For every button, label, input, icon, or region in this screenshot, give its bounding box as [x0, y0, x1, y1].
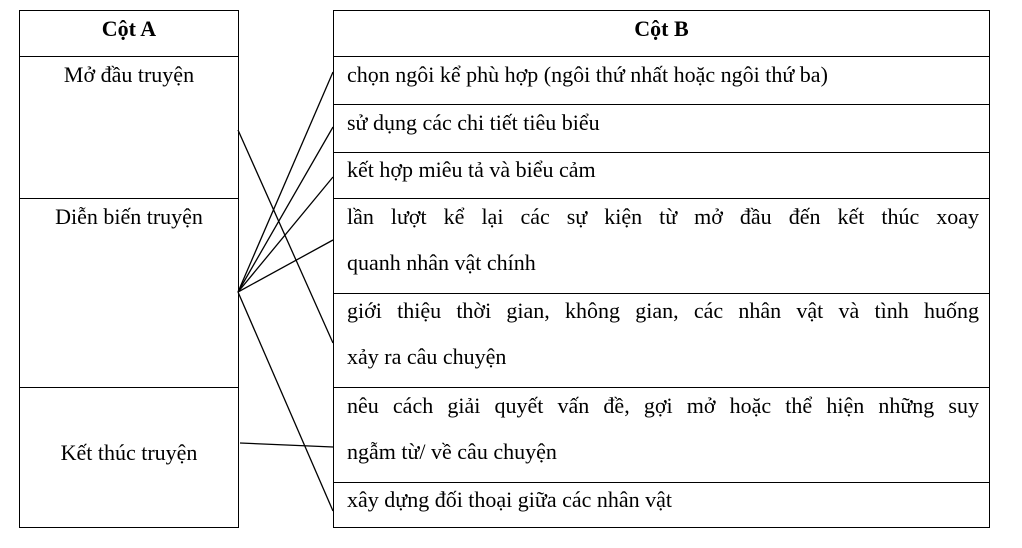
column-b-item-2: sử dụng các chi tiết tiêu biểu: [347, 110, 600, 135]
link-development-to-description-emotion: [238, 177, 333, 292]
column-b-item-6-line-1: nêu cách giải quyết vấn đề, gợi mở hoặc thể hiện những suy: [347, 393, 979, 418]
column-b-item-1: chọn ngôi kể phù hợp (ngôi thứ nhất hoặc ngôi thứ ba): [347, 62, 828, 87]
column-b-item-7: xây dựng đối thoại giữa các nhân vật: [347, 487, 673, 512]
column-b-item-4-line-1: lần lượt kể lại các sự kiện từ mở đầu đến kết thúc xoay: [347, 204, 979, 229]
column-b-item-5-line-1: giới thiệu thời gian, không gian, các nhân vật và tình huống: [347, 298, 979, 323]
link-development-to-dialogue: [238, 292, 333, 511]
column-b-item-4-line-2: quanh nhân vật chính: [347, 250, 536, 275]
column-b-item-3: kết hợp miêu tả và biểu cảm: [347, 157, 596, 182]
column-a-item-development: Diễn biến truyện: [55, 204, 203, 229]
link-ending-to-resolution: [240, 443, 333, 447]
column-b-item-5-line-2: xảy ra câu chuyện: [347, 344, 507, 369]
link-opening-to-introduce-setting: [238, 130, 333, 343]
column-a-header: Cột A: [101, 16, 157, 41]
column-a-item-ending: Kết thúc truyện: [60, 440, 198, 465]
link-development-to-narrator-choice: [238, 72, 333, 292]
column-b-item-6-line-2: ngẫm từ/ về câu chuyện: [347, 439, 557, 464]
column-b-header: Cột B: [634, 16, 689, 41]
column-a-item-opening: Mở đầu truyện: [63, 62, 195, 87]
link-development-to-typical-details: [238, 127, 333, 292]
